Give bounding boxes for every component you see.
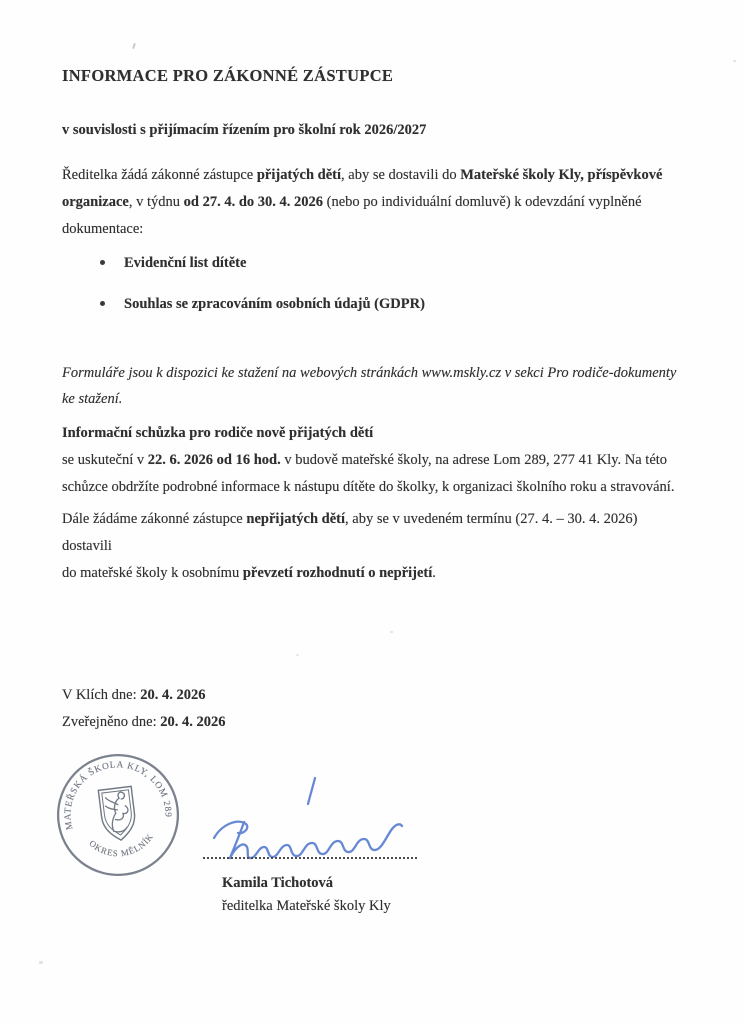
meeting-body: se uskuteční v 22. 6. 2026 od 16 hod. v budově mateřské školy, na adrese Lom 289, 277 41 Kly. Na této schůzce obdržíte podrobné informace k nástupu dítěte do školky, k organizaci školního roku a stravování. [62, 452, 675, 495]
coat-of-arms-icon [98, 786, 137, 842]
intro-paragraph: Ředitelka žádá zákonné zástupce přijatých dětí, aby se dostavili do Mateřské školy Kly, příspěvkové organizace, v týdnu od 27. 4. do 30. 4. 2026 (nebo po individuální domluvě) k odevzdání vyplněné dokumentace: [62, 167, 663, 237]
dates-block [62, 682, 226, 736]
signature-handwriting [198, 770, 438, 870]
scan-artifact [733, 60, 736, 62]
document-body [62, 66, 684, 587]
stamp-bottom-text: OKRES MĚLNÍK [87, 831, 156, 859]
stamp-ring-text: MATEŘSKÁ ŠKOLA KLY, LOM 289 [63, 760, 173, 831]
download-note: Formuláře jsou k dispozici ke stažení na webových stránkách www.mskly.cz v sekci Pro rodiče-dokumenty ke stažení. [62, 365, 677, 407]
scan-artifact [296, 654, 299, 656]
scan-artifact [390, 631, 393, 633]
list-item [124, 253, 684, 273]
official-stamp-seal [47, 744, 190, 887]
meeting-heading: Informační schůzka pro rodiče nově přijatých dětí [62, 425, 374, 441]
place-date-line: V Klích dne: 20. 4. 2026 [62, 687, 206, 703]
document-checklist [62, 253, 684, 314]
document-title: INFORMACE PRO ZÁKONNÉ ZÁSTUPCE [62, 66, 394, 85]
signatory-name: Kamila Tichotová [222, 875, 334, 891]
rejected-notice-paragraph: Dále žádáme zákonné zástupce nepřijatých dětí, aby se v uvedeném termínu (27. 4. – 30. 4. 2026) dostavili do mateřské školy k osobnímu převzetí rozhodnutí o nepřijetí. [62, 511, 638, 581]
list-item [124, 294, 684, 314]
signatory-role: ředitelka Mateřské školy Kly [222, 898, 391, 914]
signature-dotted-line [203, 857, 417, 859]
list-item-label: Evidenční list dítěte [124, 255, 247, 271]
meeting-paragraph [62, 420, 684, 501]
published-date-line: Zveřejněno dne: 20. 4. 2026 [62, 714, 226, 730]
signatory-block [222, 872, 391, 918]
document-subtitle: v souvislosti s přijímacím řízením pro školní rok 2026/2027 [62, 122, 427, 138]
bullet-icon [100, 301, 105, 306]
scan-artifact [39, 961, 43, 964]
bullet-icon [100, 260, 105, 265]
scan-artifact [132, 43, 136, 49]
list-item-label: Souhlas se zpracováním osobních údajů (GDPR) [124, 296, 425, 312]
